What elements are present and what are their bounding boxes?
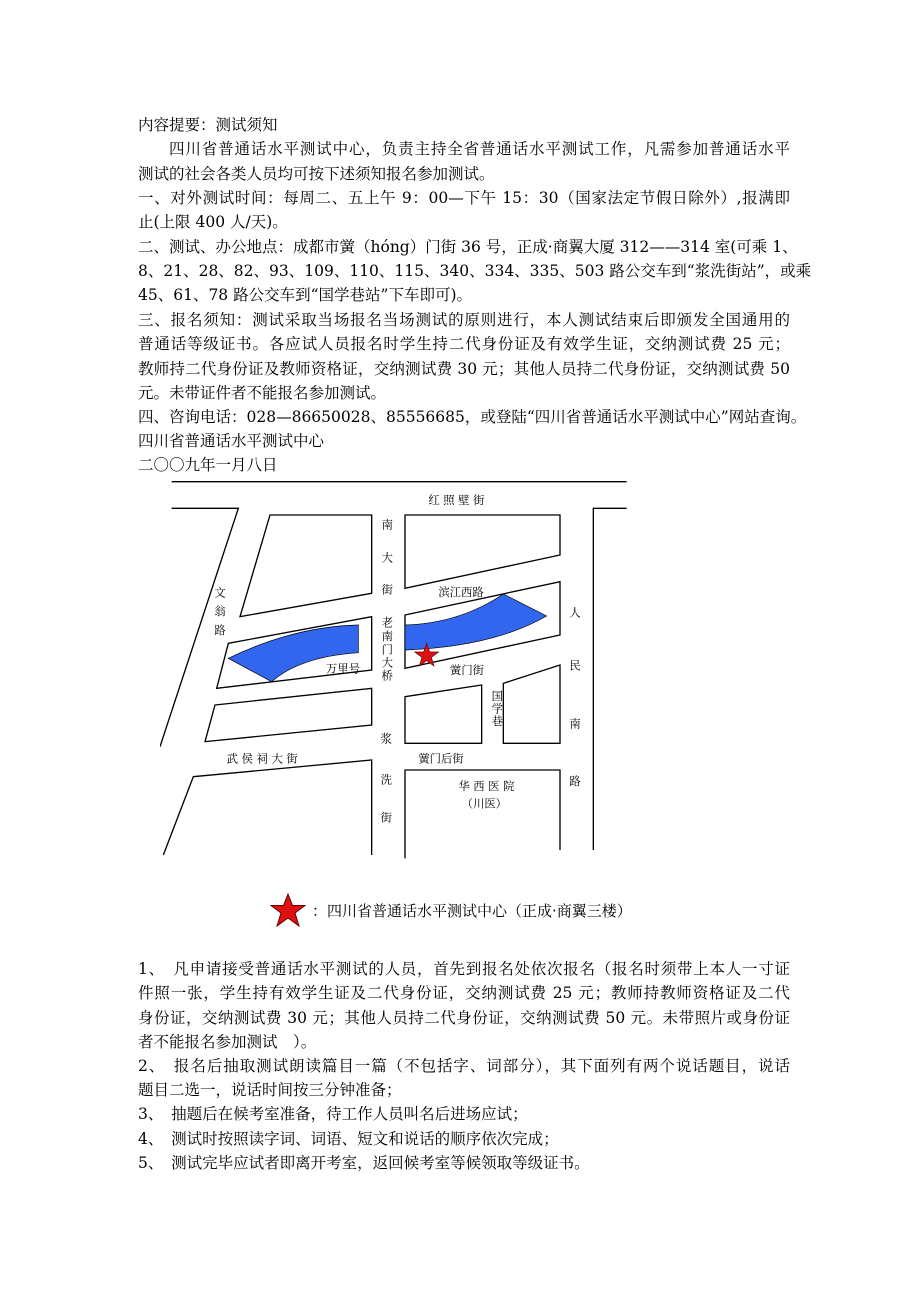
signature-date: 二〇〇九年一月八日 <box>138 456 278 474</box>
section-line: 二、测试、办公地点：成都市黉（hóng）门街 36 号，正成·商翼大厦 312——314 室(可乘 1、 <box>138 238 798 256</box>
summary-line: 内容提要：测试须知 <box>138 116 278 134</box>
map-label: 洗 <box>380 772 393 787</box>
section-line: 四、咨询电话：028—86650028、85556685，或登陆“四川省普通话水平测试中心”网站查询。 <box>138 408 807 426</box>
map-label: 国 <box>491 689 504 703</box>
map-block <box>503 665 560 743</box>
map-label: 翁 <box>214 604 226 618</box>
map-block <box>405 685 482 743</box>
map-label: 南 <box>381 629 394 643</box>
section-line: 45、61、78 路公交车到“国学巷站”下车即可)。 <box>138 286 472 304</box>
section-line: 三、报名须知：测试采取当场报名当场测试的原则进行，本人测试结束后即颁发全国通用的 <box>138 311 790 329</box>
map-label: 华 西 医 院 <box>458 779 515 793</box>
section-line: 教师持二代身份证及教师资格证，交纳测试费 30 元；其他人员持二代身份证，交纳测试费 50 <box>138 360 790 378</box>
section-line: 8、21、28、82、93、109、110、115、340、334、335、503 路公交车到“浆洗街站”，或乘 <box>138 262 812 280</box>
star-icon <box>270 893 306 927</box>
map-label: 滨江西路 <box>438 585 484 599</box>
map-label: 南 <box>569 716 581 731</box>
map-label: 街 <box>380 810 393 825</box>
map-label: 巷 <box>491 714 504 728</box>
map-label: 门 <box>381 642 394 657</box>
map-label: 黉门街 <box>450 663 484 677</box>
map-label: 南 <box>381 517 394 532</box>
step-line: 4、 测试时按照读字词、词语、短文和说话的顺序依次完成； <box>138 1130 559 1148</box>
map-label: 老 <box>381 615 394 630</box>
map-label: 桥 <box>381 668 394 683</box>
map-label: 文 <box>214 585 226 600</box>
step-line: 3、 抽题后在候考室准备，待工作人员叫名后进场应试； <box>138 1105 528 1123</box>
map-label: 红 照 壁 街 <box>428 493 485 507</box>
map-road-edge <box>160 508 238 746</box>
map-road-edge <box>593 508 626 850</box>
map-label: 大 <box>381 655 394 670</box>
map-block <box>163 760 371 855</box>
map-label: 路 <box>569 774 581 788</box>
map-label: 浆 <box>380 731 393 746</box>
map-label: 黉门后街 <box>418 751 464 766</box>
legend-text: ：四川省普通话水平测试中心（正成·商翼三楼） <box>312 901 632 920</box>
map-block <box>205 688 372 741</box>
signature-org: 四川省普通话水平测试中心 <box>138 432 325 450</box>
map-label: 万里号 <box>326 661 360 676</box>
section-line: 普通话等级证书。各应试人员报名时学生持二代身份证及有效学生证，交纳测试费 25 元； <box>138 335 790 353</box>
map-label: 人 <box>569 605 581 620</box>
location-map <box>160 470 640 860</box>
step-line: 2、 报名后抽取测试朗读篇目一篇（不包括字、词部分），其下面列有两个说话题目，说话 <box>138 1057 790 1075</box>
step-line: 题目二选一，说话时间按三分钟准备； <box>138 1081 402 1099</box>
section-line: 一、对外测试时间：每周二、五上午 9：00—下午 15：30（国家法定节假日除外）,报满即 <box>138 189 790 207</box>
map-label: 大 <box>381 550 394 565</box>
map-block <box>240 515 372 617</box>
step-line: 者不能报名参加测试 ）。 <box>138 1033 317 1051</box>
step-line: 件照一张，学生持有效学生证及二代身份证，交纳测试费 25 元；教师持教师资格证及二代 <box>138 984 790 1002</box>
map-label: 武 侯 祠 大 街 <box>226 751 298 766</box>
map-label: 学 <box>491 701 504 716</box>
section-line: 元。未带证件者不能报名参加测试。 <box>138 384 387 402</box>
step-line: 1、 凡申请接受普通话水平测试的人员，首先到报名处依次报名（报名时须带上本人一寸证 <box>138 960 790 978</box>
map-block <box>405 515 560 588</box>
map-label: （川医） <box>461 796 507 811</box>
map-label: 路 <box>214 623 226 637</box>
step-line: 5、 测试完毕应试者即离开考室，返回候考室等候领取等级证书。 <box>138 1154 590 1172</box>
map-label: 街 <box>381 582 394 597</box>
section-line: 止(上限 400 人/天)。 <box>138 213 288 231</box>
intro-line: 测试的社会各类人员均可按下述须知报名参加测试。 <box>138 165 495 183</box>
river-right <box>405 594 547 650</box>
map-label: 民 <box>569 658 581 673</box>
intro-line: 四川省普通话水平测试中心，负责主持全省普通话水平测试工作，凡需参加普通话水平 <box>169 140 790 158</box>
step-line: 身份证，交纳测试费 30 元；其他人员持二代身份证，交纳测试费 50 元。未带照片或身份证 <box>138 1009 790 1027</box>
map-legend <box>270 893 632 927</box>
